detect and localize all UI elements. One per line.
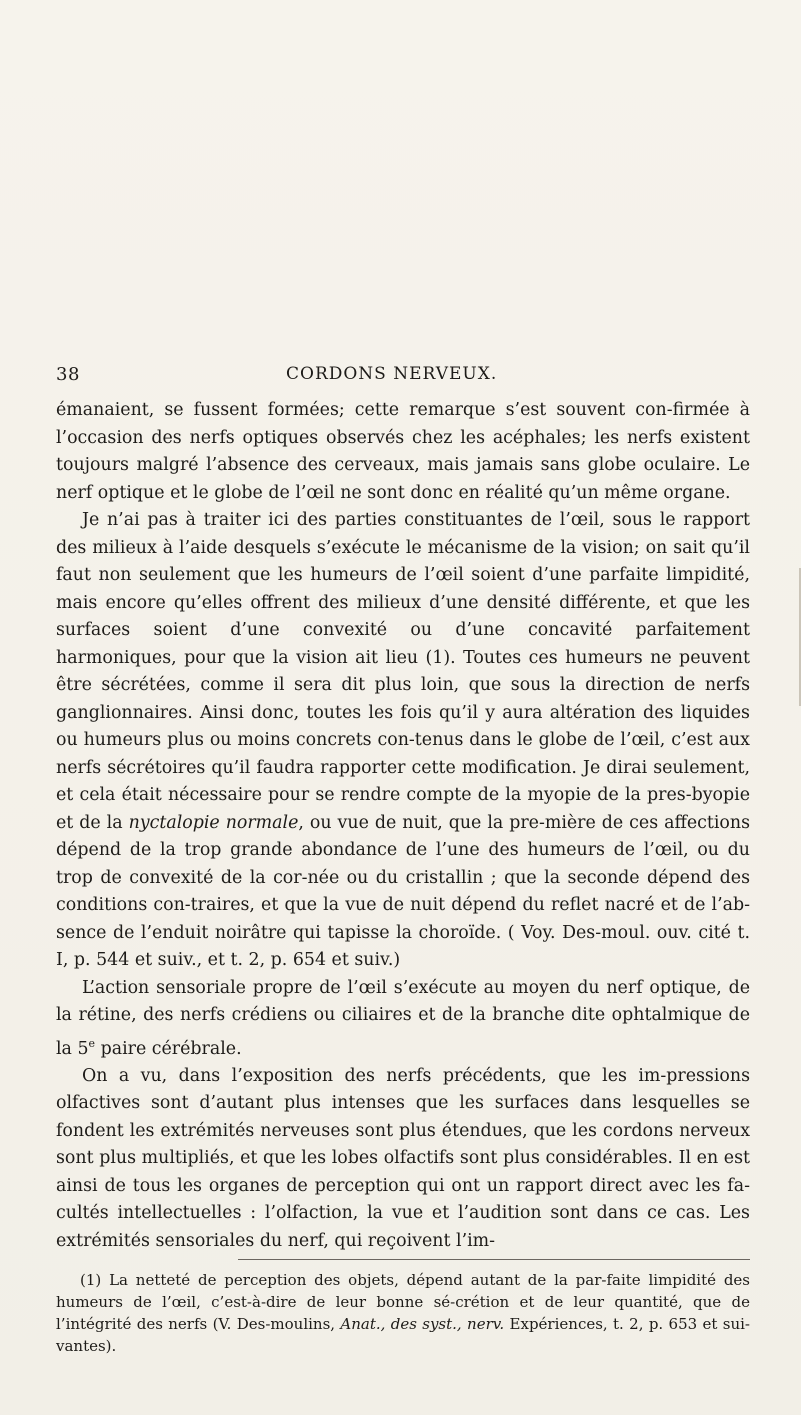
paragraph-2-italic-term: nyctalopie normale bbox=[128, 812, 299, 833]
paragraph-3-text-b: paire cérébrale. bbox=[95, 1038, 242, 1059]
paragraph-2-text-b: , ou vue de nuit, que la pre-mière de ces affections dépend de la trop grande abondance de l’une des humeurs de l’œil, ou du trop de convexité de la cor-née ou du cristallin ; que la seconde dépend des conditions con-traires, et que la vue de nuit dépend du reflet nacré et de l’ab-sence de l’enduit noirâtre qui tapisse la choroïde. ( Voy. Des-moul. ouv. cité t. I, p. 544 et suiv., et t. 2, p. 654 et suiv.) bbox=[56, 812, 750, 970]
paragraph-2 bbox=[56, 507, 750, 975]
footnote-paragraph bbox=[56, 1269, 750, 1357]
page-number: 38 bbox=[56, 364, 80, 385]
page-header bbox=[56, 364, 748, 386]
main-text bbox=[56, 397, 750, 1255]
paragraph-1-text: émanaient, se fussent formées; cette remarque s’est souvent con-firmée à l’occasion des nerfs optiques observés chez les acéphales; les nerfs existent toujours malgré l’absence des cerveaux, mais jamais sans globe oculaire. Le nerf optique et le globe de l’œil ne sont donc en réalité qu’un même organe. bbox=[56, 400, 750, 503]
footnote-text-a: (1) La netteté de perception des objets, dépend autant de la par-faite limpidité des humeurs de l’œil, c’est-à-dire de leur bonne sé-crétion et de leur quantité, que de l’intégrité des nerfs (V. Des-moulins, bbox=[56, 1271, 750, 1333]
paragraph-4-text: On a vu, dans l’exposition des nerfs précédents, que les im-pressions olfactives sont d’autant plus intenses que les surfaces dans lesquelles se fondent les extrémités nerveuses sont plus étendues, que les cordons nerveux sont plus multipliés, et que les lobes olfactifs sont plus considérables. Il en est ainsi de tous les organes de perception qui ont un rapport direct avec les fa-cultés intellectuelles : l’olfaction, la vue et l’audition sont dans ce cas. Les extrémités sensoriales du nerf, qui reçoivent l’im- bbox=[56, 1065, 750, 1251]
footnote-text-b: Expériences, t. 2, p. 653 et sui-vantes). bbox=[56, 1315, 750, 1355]
running-head: CORDONS NERVEUX. bbox=[286, 364, 498, 384]
paragraph-3-text-a: L’action sensoriale propre de l’œil s’exécute au moyen du nerf optique, de la rétine, des nerfs crédiens ou ciliaires et de la branche dite ophtalmique de la 5 bbox=[56, 977, 750, 1059]
paragraph-4 bbox=[56, 1063, 750, 1256]
paragraph-3-superscript: e bbox=[88, 1036, 96, 1050]
paragraph-3 bbox=[56, 975, 750, 1063]
footnote-italic-reference: Anat., des syst., nerv. bbox=[340, 1315, 505, 1333]
footnote bbox=[56, 1269, 750, 1357]
paragraph-1 bbox=[56, 397, 750, 507]
footnote-rule bbox=[238, 1259, 750, 1260]
paragraph-2-text-a: Je n’ai pas à traiter ici des parties constituantes de l’œil, sous le rapport des milieux à l’aide desquels s’exécute le mécanisme de la vision; on sait qu’il faut non seulement que les humeurs de l’œil soient d’une parfaite limpidité, mais encore qu’elles offrent des milieux d’une densité différente, et que les surfaces soient d’une convexité ou d’une concavité parfaitement harmoniques, pour que la vision ait lieu (1). Toutes ces humeurs ne peuvent être sécrétées, comme il sera dit plus loin, que sous la direction de nerfs ganglionnaires. Ainsi donc, toutes les fois qu’il y aura altération des liquides ou humeurs plus ou moins concrets con-tenus dans le globe de l’œil, c’est aux nerfs sécrétoires qu’il faudra rapporter cette modification. Je dirai seulement, et cela était nécessaire pour se rendre compte de la myopie de la pres-byopie et de la bbox=[56, 510, 750, 833]
